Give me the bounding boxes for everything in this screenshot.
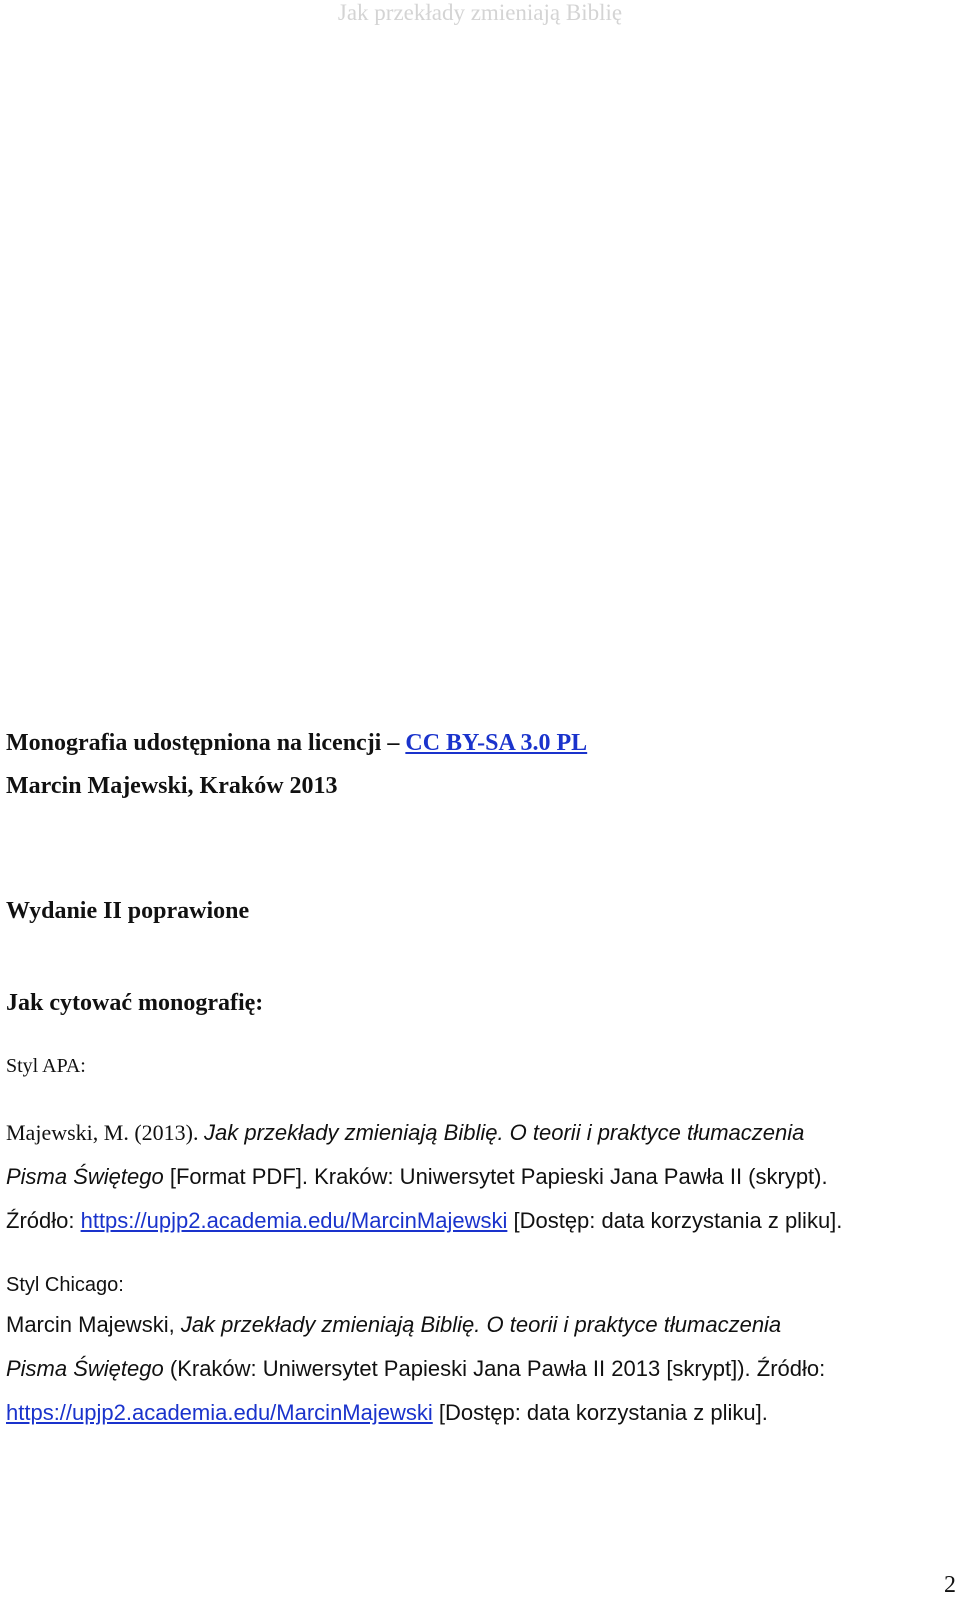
apa-source-link[interactable]: https://upjp2.academia.edu/MarcinMajewski (80, 1208, 508, 1233)
chicago-line-1 (6, 1312, 781, 1338)
chicago-title: Jak przekłady zmieniają Biblię. O teorii i praktyce tłumaczenia (180, 1312, 782, 1337)
chicago-source-link[interactable]: https://upjp2.academia.edu/MarcinMajewski (6, 1400, 433, 1425)
license-prefix: Monografia udostępniona na licencji – (6, 730, 406, 756)
chicago-line-3 (6, 1400, 768, 1426)
apa-publisher: [Format PDF]. Kraków: Uniwersytet Papieski Jana Pawła II (skrypt). (163, 1164, 828, 1189)
chicago-publisher: (Kraków: Uniwersytet Papieski Jana Pawła II 2013 [skrypt]). Źródło: (163, 1356, 826, 1381)
apa-title-cont: Pisma Świętego (6, 1164, 164, 1189)
apa-label: Styl APA: (6, 1055, 86, 1077)
author-line: Marcin Majewski, Kraków 2013 (6, 773, 338, 799)
citation-heading: Jak cytować monografię: (6, 990, 264, 1016)
running-header: Jak przekłady zmieniają Biblię (337, 0, 623, 25)
apa-author-year: Majewski, M. (2013). (6, 1120, 204, 1145)
apa-line-2 (6, 1164, 828, 1190)
edition-line: Wydanie II poprawione (6, 898, 250, 924)
apa-source-prefix: Źródło: (6, 1208, 81, 1233)
license-line (6, 730, 587, 757)
chicago-title-cont: Pisma Świętego (6, 1356, 164, 1381)
apa-access-note: [Dostęp: data korzystania z pliku]. (507, 1208, 843, 1233)
apa-line-1 (6, 1120, 804, 1146)
chicago-author: Marcin Majewski, (6, 1312, 181, 1337)
chicago-access-note: [Dostęp: data korzystania z pliku]. (432, 1400, 768, 1425)
apa-title: Jak przekłady zmieniają Biblię. O teorii i praktyce tłumaczenia (203, 1120, 805, 1145)
license-link[interactable]: CC BY-SA 3.0 PL (405, 730, 588, 756)
apa-line-3 (6, 1208, 842, 1234)
page-number: 2 (944, 1572, 956, 1598)
chicago-line-2 (6, 1356, 825, 1382)
chicago-label: Styl Chicago: (6, 1274, 124, 1296)
